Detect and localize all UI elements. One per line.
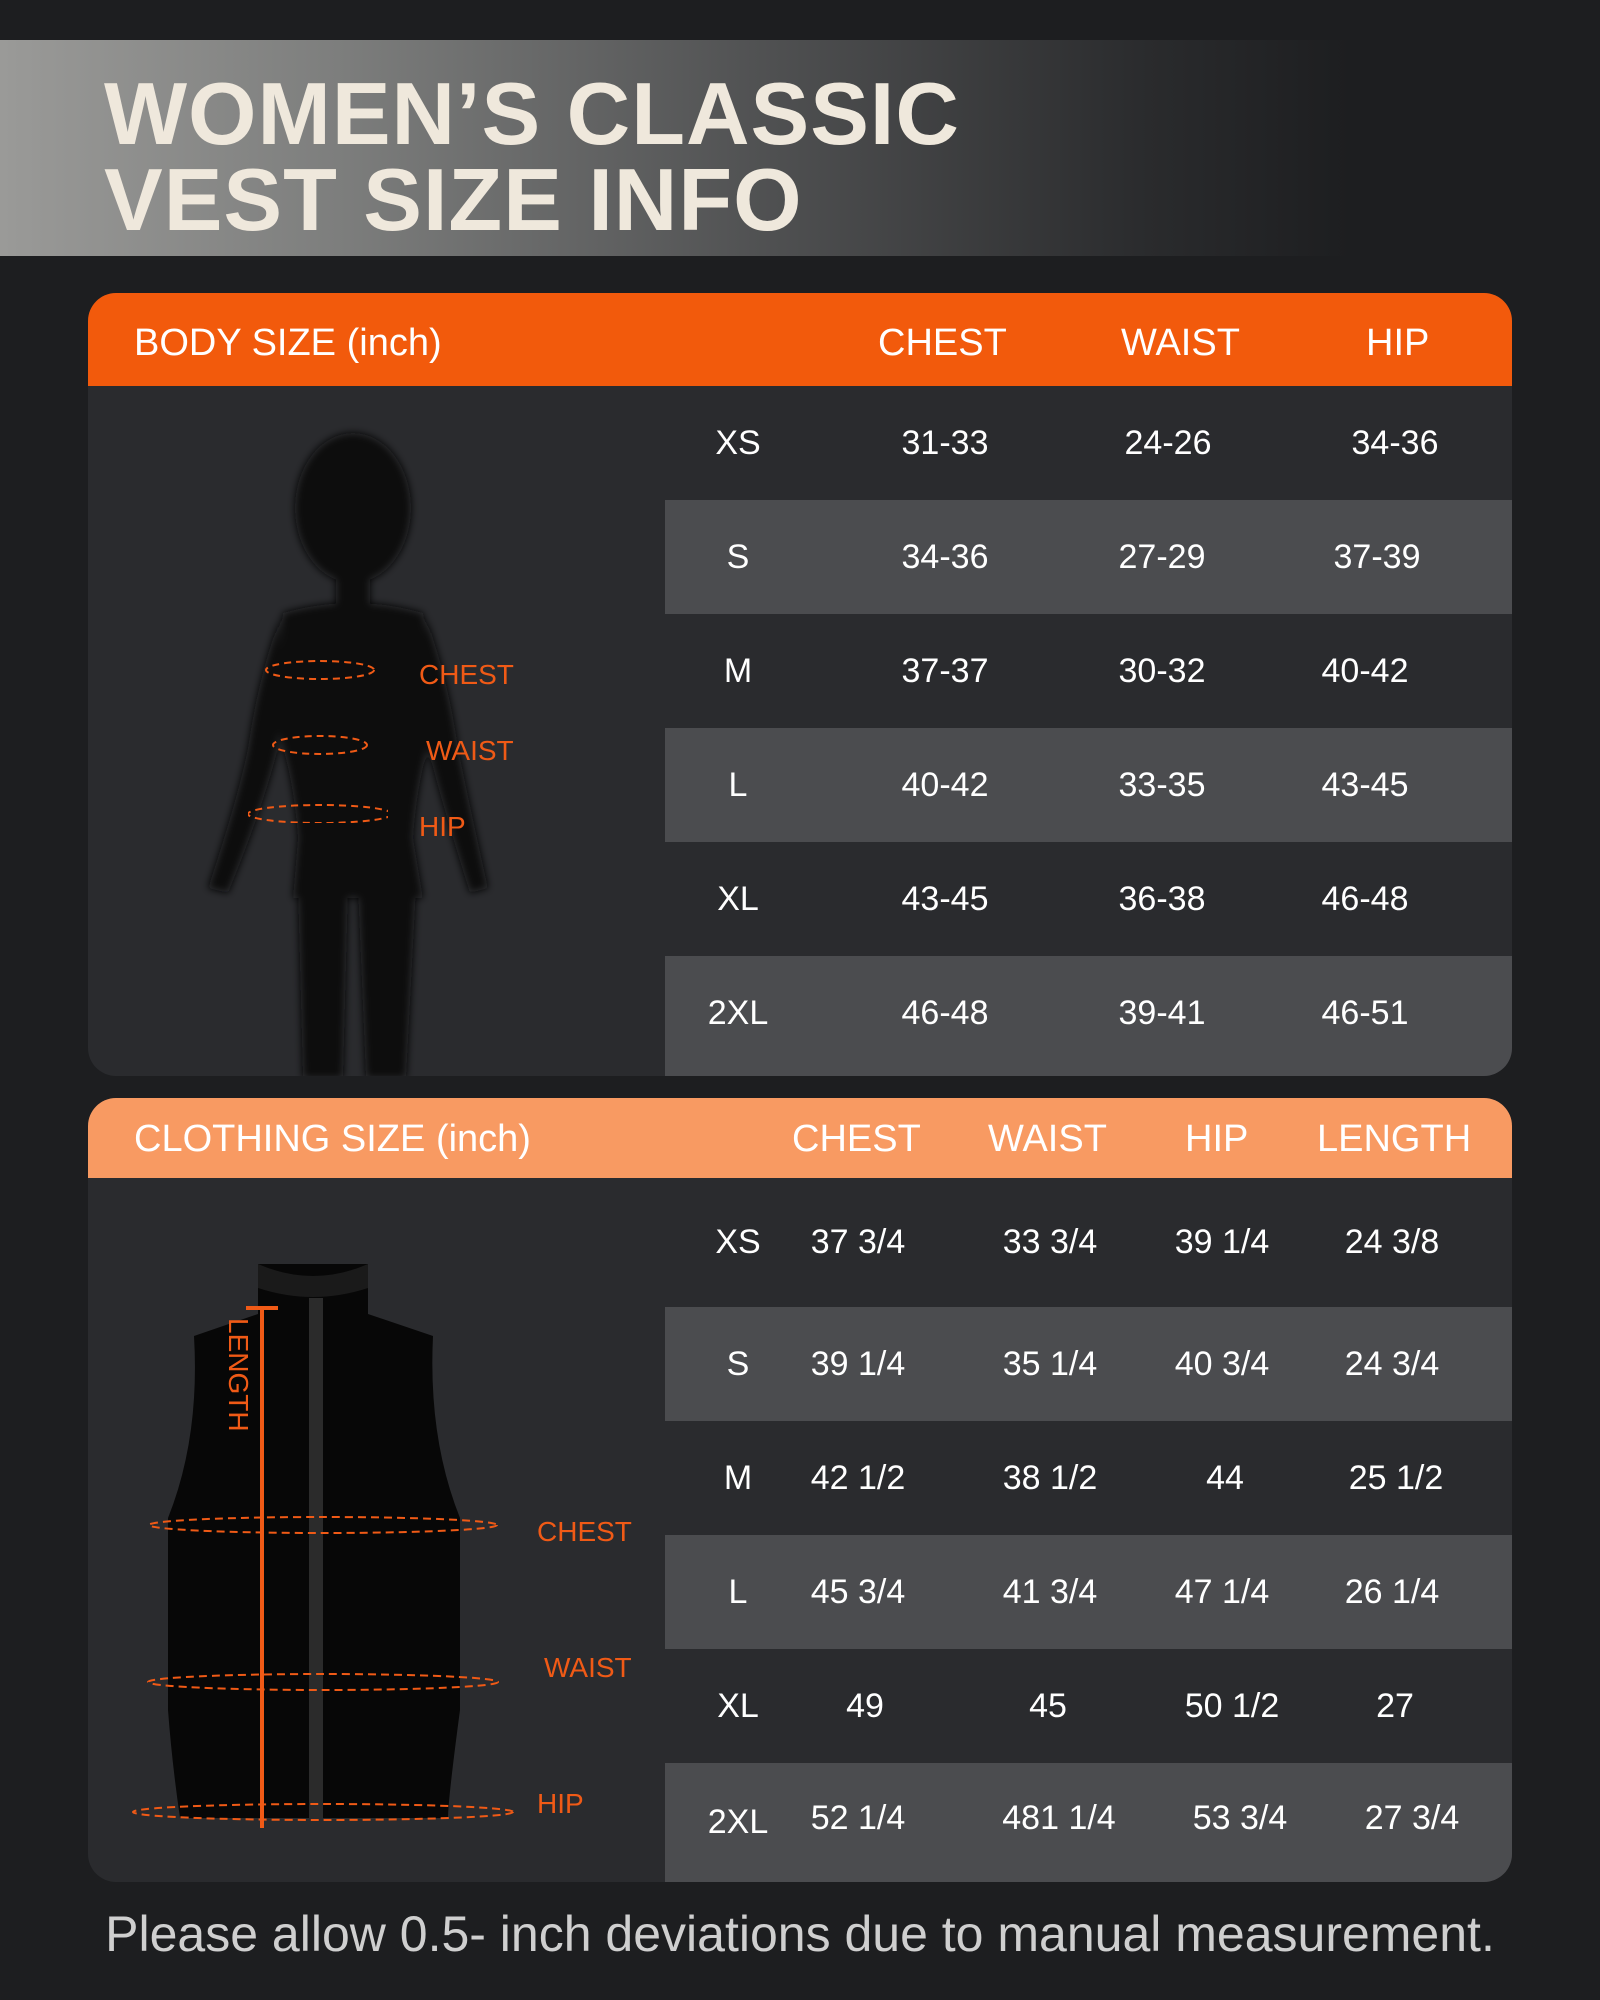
clothing-size-panel [88,1098,1512,1882]
vest-chest-label: CHEST [537,1516,632,1547]
clothing-size-header-title [134,1118,531,1161]
clothing-col-hip: HIP [1185,1118,1249,1160]
waist-cell: 27-29 [1118,538,1206,576]
clothing-col-chest: CHEST [792,1118,921,1160]
vest-waist-label: WAIST [544,1652,632,1683]
body-size-label: BODY SIZE [134,322,337,364]
page-title-line-1: WOMEN’S CLASSIC [104,64,960,163]
vest-chest-ring [149,1517,497,1533]
hip-cell: 47 1/4 [1174,1573,1270,1611]
body-col-waist: WAIST [1121,322,1240,364]
clothing-col-waist: WAIST [988,1118,1107,1160]
clothing-size-table [665,1178,1512,1882]
chest-cell: 42 1/2 [810,1459,906,1497]
chest-cell: 45 3/4 [810,1573,906,1611]
chest-cell: 52 1/4 [810,1799,906,1837]
body-chest-ring [266,661,374,679]
measurement-deviation-note: Please allow 0.5- inch deviations due to manual measurement. [105,1906,1495,1962]
chest-cell: 49 [846,1687,884,1725]
body-col-chest: CHEST [878,322,1007,364]
chest-cell: 40-42 [901,766,989,804]
length-cell: 24 3/8 [1344,1223,1440,1261]
size-cell: XL [717,880,759,918]
hip-cell: 40 3/4 [1174,1345,1270,1383]
chest-cell: 37-37 [901,652,989,690]
table-row [665,1649,1512,1763]
size-cell: M [723,652,753,690]
size-cell: L [728,766,748,804]
hip-cell: 53 3/4 [1192,1799,1288,1837]
table-row [665,386,1512,500]
chest-cell: 34-36 [901,538,989,576]
table-row [665,1421,1512,1535]
hip-cell: 39 1/4 [1174,1223,1270,1261]
hip-cell: 46-51 [1321,994,1409,1032]
size-cell: XS [715,424,761,462]
vest-waist-ring [148,1674,498,1690]
length-cell: 27 3/4 [1364,1799,1460,1837]
size-cell: S [726,1345,750,1383]
hip-cell: 34-36 [1351,424,1439,462]
hip-cell: 37-39 [1333,538,1421,576]
waist-cell: 33 3/4 [1002,1223,1098,1261]
vest-hip-ring [133,1804,513,1820]
hip-cell: 40-42 [1321,652,1409,690]
table-row [665,1763,1512,1882]
table-row [665,500,1512,614]
chest-cell: 46-48 [901,994,989,1032]
waist-cell: 33-35 [1118,766,1206,804]
body-hip-ring [248,805,388,823]
table-row [665,956,1512,1076]
clothing-size-unit: (inch) [435,1118,531,1160]
length-cell: 25 1/2 [1348,1459,1444,1497]
body-size-unit: (inch) [346,322,442,364]
body-hip-label: HIP [419,811,466,842]
hip-cell: 44 [1206,1459,1244,1497]
body-size-panel [88,293,1512,1076]
hip-cell: 43-45 [1321,766,1409,804]
body-size-header-title [134,322,442,365]
hip-cell: 46-48 [1321,880,1409,918]
waist-cell: 41 3/4 [1002,1573,1098,1611]
size-cell: XS [715,1223,761,1261]
waist-cell: 30-32 [1118,652,1206,690]
table-row [665,842,1512,956]
vest-length-label: LENGTH [223,1318,254,1432]
table-row [665,1535,1512,1649]
body-col-hip: HIP [1366,322,1430,364]
page-title-line-2: VEST SIZE INFO [104,150,803,249]
table-row [665,1178,1512,1307]
waist-cell: 35 1/4 [1002,1345,1098,1383]
clothing-col-length: LENGTH [1317,1118,1472,1160]
waist-cell: 39-41 [1118,994,1206,1032]
waist-cell: 45 [1029,1687,1067,1725]
size-cell: S [726,538,750,576]
chest-cell: 31-33 [901,424,989,462]
body-waist-ring [273,736,367,754]
size-cell: L [728,1573,748,1611]
body-measure-lines [248,653,388,823]
vest-measure-lines [128,1298,548,1858]
body-size-table [665,386,1512,1076]
waist-cell: 24-26 [1124,424,1212,462]
length-cell: 26 1/4 [1344,1573,1440,1611]
size-cell: XL [717,1687,759,1725]
chest-cell: 39 1/4 [810,1345,906,1383]
size-cell: 2XL [707,1803,769,1841]
waist-cell: 481 1/4 [1002,1799,1116,1837]
size-cell: M [723,1459,753,1497]
body-waist-label: WAIST [426,735,514,766]
waist-cell: 36-38 [1118,880,1206,918]
table-row [665,1307,1512,1421]
length-cell: 27 [1376,1687,1414,1725]
vest-hip-label: HIP [537,1788,584,1819]
clothing-size-label: CLOTHING SIZE [134,1118,426,1160]
chest-cell: 43-45 [901,880,989,918]
waist-cell: 38 1/2 [1002,1459,1098,1497]
size-cell: 2XL [707,994,769,1032]
chest-cell: 37 3/4 [810,1223,906,1261]
length-cell: 24 3/4 [1344,1345,1440,1383]
hip-cell: 50 1/2 [1184,1687,1280,1725]
body-chest-label: CHEST [419,659,514,690]
clothing-size-header [88,1098,1512,1178]
table-row [665,614,1512,728]
table-row [665,728,1512,842]
body-size-header [88,293,1512,386]
